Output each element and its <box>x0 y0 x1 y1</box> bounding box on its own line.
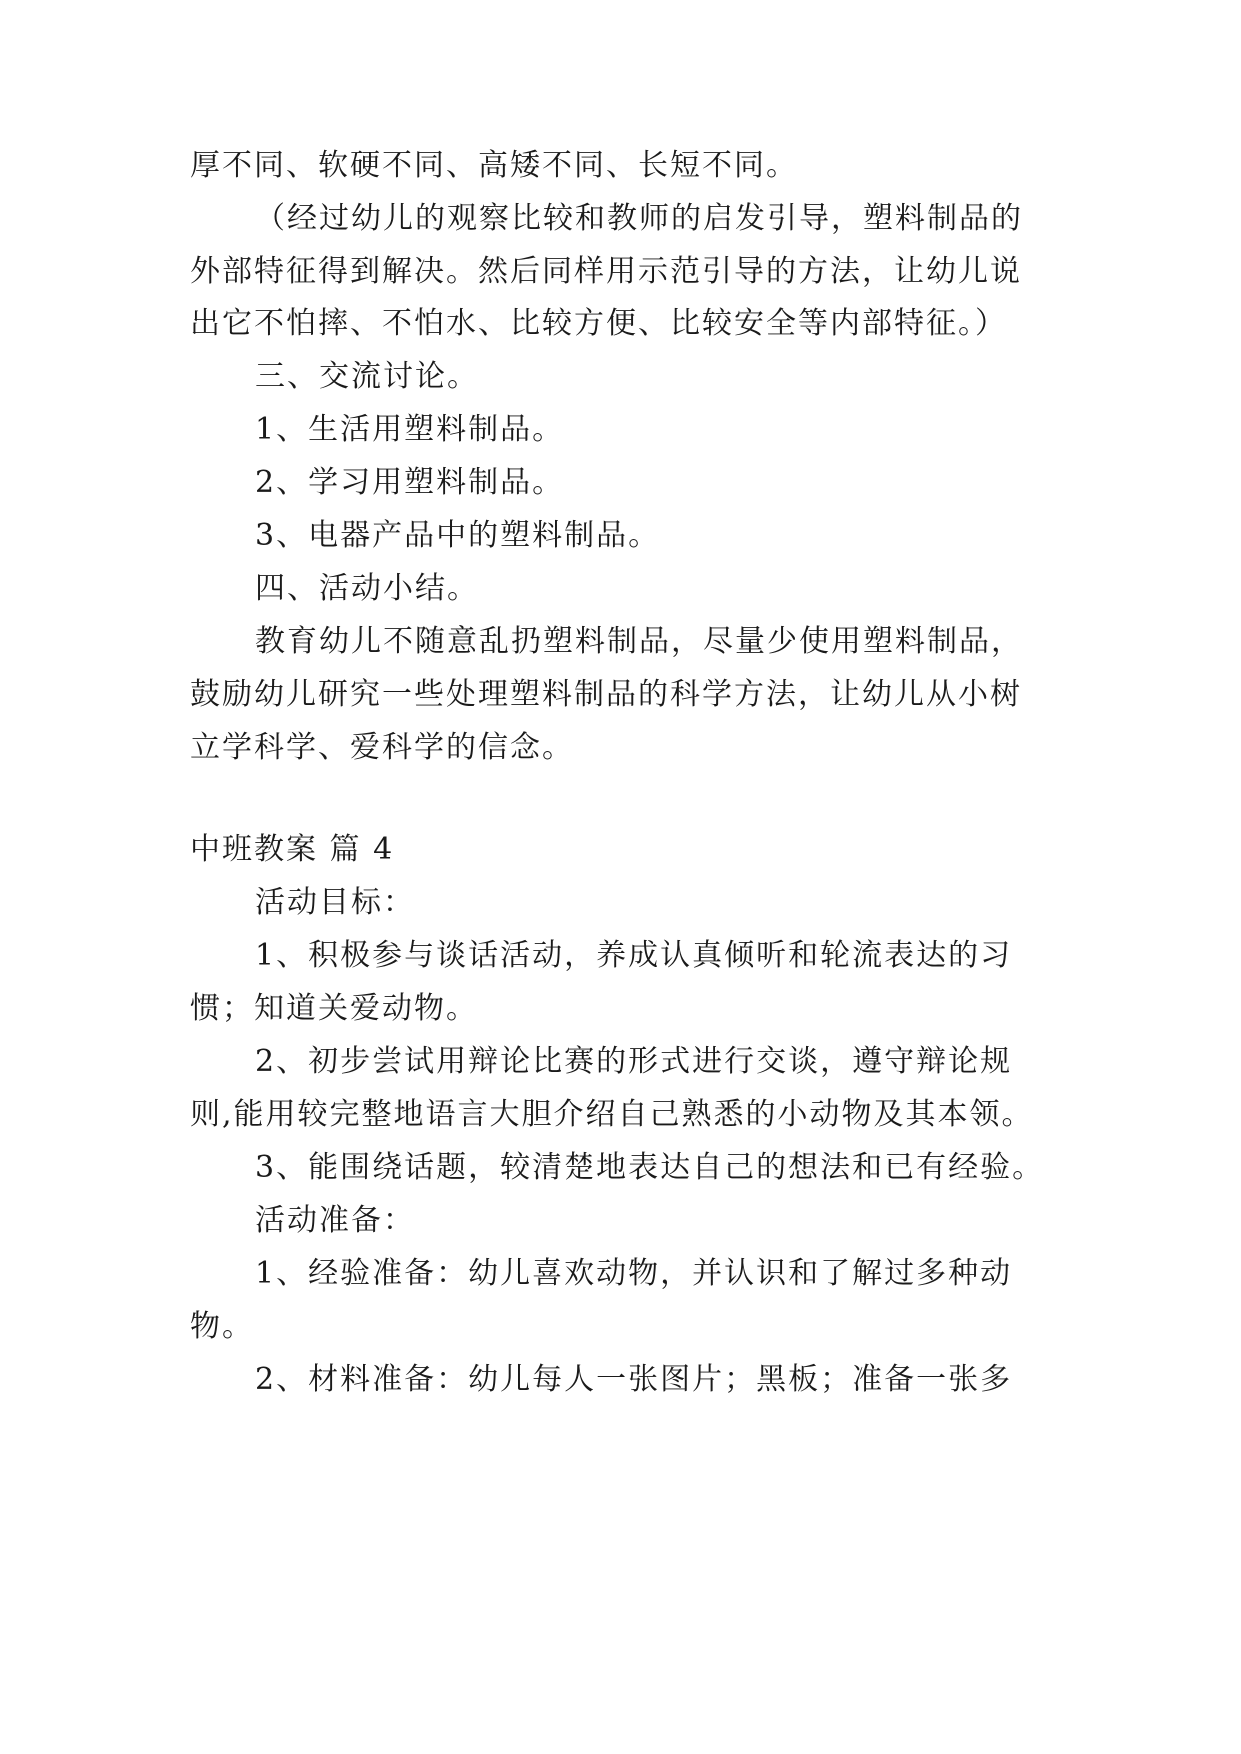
text-line: 3、电器产品中的塑料制品。 <box>255 518 661 553</box>
text-line: 三、交流讨论。 <box>255 359 479 394</box>
text-line: 3、能围绕话题，较清楚地表达自己的想法和已有经验。 <box>255 1150 1045 1185</box>
text-line: 1、经验准备：幼儿喜欢动物，并认识和了解过多种动 <box>255 1256 1013 1291</box>
text-line: 物。 <box>190 1309 254 1344</box>
text-line: 活动目标： <box>255 885 415 920</box>
text-line: 2、材料准备：幼儿每人一张图片；黑板；准备一张多 <box>255 1362 1013 1397</box>
text-line: 1、生活用塑料制品。 <box>255 412 565 447</box>
text-line: 1、积极参与谈话活动，养成认真倾听和轮流表达的习 <box>255 938 1013 973</box>
text-line: 厚不同、软硬不同、高矮不同、长短不同。 <box>190 148 798 183</box>
text-line: 外部特征得到解决。然后同样用示范引导的方法，让幼儿说 <box>190 254 1022 289</box>
section-heading: 中班教案 篇 4 <box>190 832 395 867</box>
text-line: 教育幼儿不随意乱扔塑料制品，尽量少使用塑料制品， <box>255 624 1023 659</box>
text-line: 鼓励幼儿研究一些处理塑料制品的科学方法，让幼儿从小树 <box>190 677 1022 712</box>
text-line: 则,能用较完整地语言大胆介绍自己熟悉的小动物及其本领。 <box>190 1097 1034 1132</box>
text-line: 活动准备： <box>255 1203 415 1238</box>
text-line: （经过幼儿的观察比较和教师的启发引导，塑料制品的 <box>255 201 1023 236</box>
text-line: 四、活动小结。 <box>255 571 479 606</box>
text-line: 出它不怕摔、不怕水、比较方便、比较安全等内部特征。） <box>190 306 1007 341</box>
text-line: 惯；知道关爱动物。 <box>190 991 478 1026</box>
text-line: 立学科学、爱科学的信念。 <box>190 730 574 765</box>
text-line: 2、初步尝试用辩论比赛的形式进行交谈，遵守辩论规 <box>255 1044 1013 1079</box>
text-line: 2、学习用塑料制品。 <box>255 465 565 500</box>
